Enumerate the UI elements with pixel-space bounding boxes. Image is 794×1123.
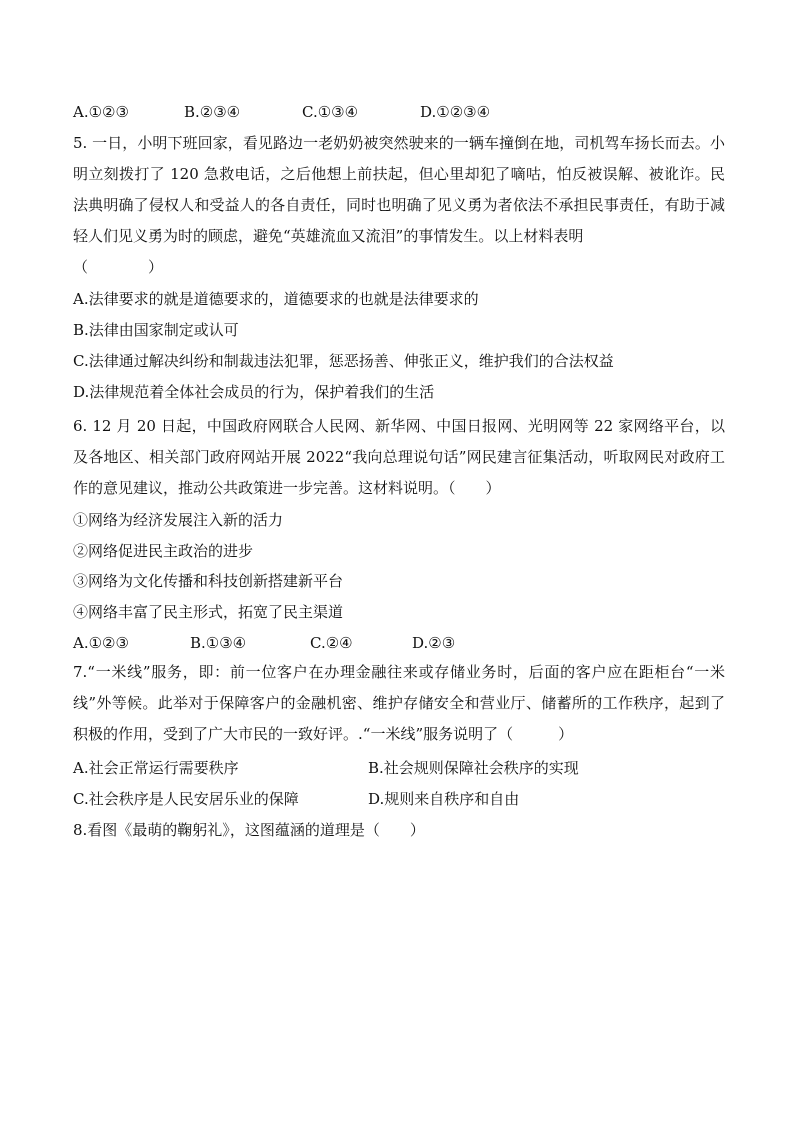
q5-option-a[interactable]: A.法律要求的就是道德要求的，道德要求的也就是法律要求的 <box>73 290 479 308</box>
q6-item-1: ①网络为经济发展注入新的活力 <box>73 511 284 529</box>
q6-option-d[interactable]: D.②③ <box>412 634 456 652</box>
q7-option-d[interactable]: D.规则来自秩序和自由 <box>368 790 520 808</box>
q4-option-b[interactable]: B.②③④ <box>184 103 241 121</box>
q7-option-b[interactable]: B.社会规则保障社会秩序的实现 <box>368 759 579 777</box>
q6-option-c[interactable]: C.②④ <box>310 634 353 652</box>
q4-option-c[interactable]: C.①③④ <box>302 103 359 121</box>
q6-item-3: ③网络为文化传播和科技创新搭建新平台 <box>73 572 344 590</box>
q6-option-a[interactable]: A.①②③ <box>73 634 129 652</box>
q7-stem <box>73 657 725 750</box>
q5-stem-text: 5. 一日，小明下班回家，看见路边一老奶奶被突然驶来的一辆车撞倒在地，司机驾车扬长而去。小明立刻拨打了 120 急救电话，之后他想上前扶起，但心里却犯了嘀咕，怕反被误解、被讹诈。民法典明确了侵权人和受益人的各自责任，同时也明确了见义勇为者依法不承担民事责任，有助于减轻人们见义勇为时的顾虑，避免“英雄流血又流泪”的事情发生。以上材料表明 <box>73 134 725 245</box>
q6-option-b[interactable]: B.①③④ <box>190 634 247 652</box>
q6-item-2: ②网络促进民主政治的进步 <box>73 542 254 560</box>
q5-option-b[interactable]: B.法律由国家制定或认可 <box>73 321 239 339</box>
q5-stem <box>73 128 725 283</box>
q7-stem-text: 7.“一米线”服务，即：前一位客户在办理金融往来或存储业务时，后面的客户应在距柜台“一米线”外等候。此举对于保障客户的金融机密、维护存储安全和营业厅、储蓄所的工作秩序，起到了积极的作用，受到了广大市民的一致好评。.“一米线”服务说明了（ ） <box>73 663 725 743</box>
q6-stem-text: 6. 12 月 20 日起，中国政府网联合人民网、新华网、中国日报网、光明网等 22 家网络平台，以及各地区、相关部门政府网站开展 2022“我向总理说句话”网民建言征集活动，听取网民对政府工作的意见建议，推动公共政策进一步完善。这材料说明。（ ） <box>73 417 725 497</box>
q8-stem: 8.看图《最萌的鞠躬礼》，这图蕴涵的道理是（ ） <box>73 821 425 839</box>
q4-option-d[interactable]: D.①②③④ <box>420 103 491 121</box>
q5-option-d[interactable]: D.法律规范着全体社会成员的行为，保护着我们的生活 <box>73 383 435 401</box>
q5-answer-bracket: （ ） <box>73 258 164 276</box>
q6-item-4: ④网络丰富了民主形式，拓宽了民主渠道 <box>73 603 344 621</box>
q7-option-a[interactable]: A.社会正常运行需要秩序 <box>73 759 239 777</box>
q6-stem <box>73 411 725 504</box>
q7-option-c[interactable]: C.社会秩序是人民安居乐业的保障 <box>73 790 299 808</box>
q5-option-c[interactable]: C.法律通过解决纠纷和制裁违法犯罪，惩恶扬善、伸张正义，维护我们的合法权益 <box>73 352 614 370</box>
q4-option-a[interactable]: A.①②③ <box>73 103 129 121</box>
